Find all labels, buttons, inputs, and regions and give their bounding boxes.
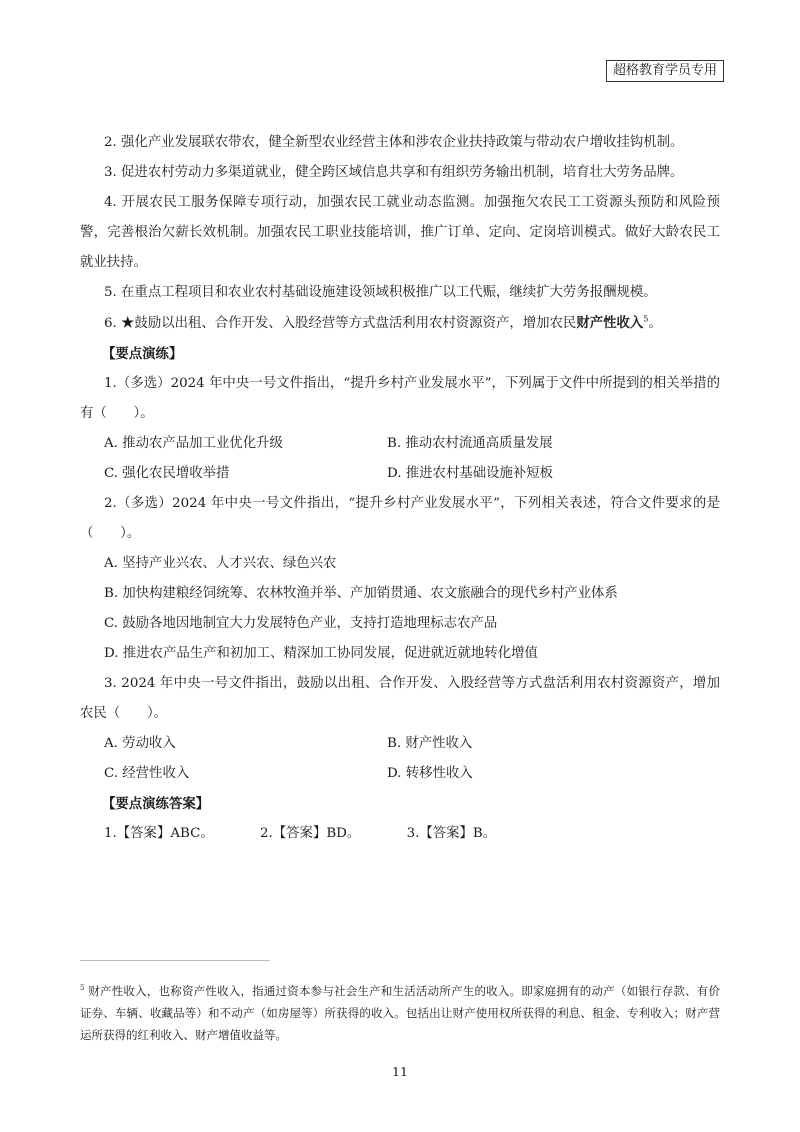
q1-options-row-2	[80, 459, 720, 489]
footnote-mark: 5	[80, 983, 85, 992]
q3-option-c: C. 经营性收入	[104, 766, 190, 781]
list-item: 2. 强化产业发展联农带农，健全新型农业经营主体和涉农企业扶持政策与带动农户增收挂钩机制。	[104, 135, 684, 150]
answer-3: 3.【答案】B。	[406, 826, 497, 841]
item6-prefix: 6. ★鼓励以出租、合作开发、入股经营等方式盘活利用农村资源资产，增加农民	[104, 316, 577, 331]
page-number: 11	[392, 1064, 408, 1079]
q3-option-a: A. 劳动收入	[104, 736, 176, 751]
question-1: 1.（多选）2024 年中央一号文件指出，“提升乡村产业发展水平”，下列属于文件中所提到的相关举措的有（ ）。	[80, 376, 720, 421]
q2-option-c: C. 鼓励各地因地制宜大力发展特色产业，支持打造地理标志农产品	[104, 616, 498, 631]
q3-option-d: D. 转移性收入	[387, 766, 473, 781]
item6-suffix: 。	[648, 316, 662, 331]
list-item-6	[80, 308, 720, 339]
footnote-ref[interactable]: 5	[643, 314, 649, 324]
q1-option-c: C. 强化农民增收举措	[104, 466, 230, 481]
question-2: 2.（多选）2024 年中央一号文件指出，“提升乡村产业发展水平”，下列相关表述，符合文件要求的是（ ）。	[80, 496, 720, 541]
item6-bold: 财产性收入	[576, 315, 644, 331]
q2-option-b: B. 加快构建粮经饲统筹、农林牧渔并举、产加销贯通、农文旅融合的现代乡村产业体系	[104, 586, 618, 601]
q1-options-row-1	[80, 429, 720, 459]
answer-1: 1.【答案】ABC。	[104, 826, 214, 841]
q2-option-d: D. 推进农产品生产和初加工、精深加工协同发展，促进就近就地转化增值	[104, 646, 538, 661]
answer-2: 2.【答案】BD。	[260, 826, 361, 841]
q1-option-a: A. 推动农产品加工业优化升级	[104, 436, 283, 451]
q3-options-row-2	[80, 759, 720, 789]
list-item: 5. 在重点工程项目和农业农村基础设施建设领域积极推广以工代赈，继续扩大劳务报酬规模。	[104, 285, 657, 300]
q2-option-a: A. 坚持产业兴农、人才兴农、绿色兴农	[104, 556, 337, 571]
question-3: 3. 2024 年中央一号文件指出，鼓励以出租、合作开发、入股经营等方式盘活利用农村资源资产，增加农民（ ）。	[80, 676, 720, 721]
q3-options-row-1	[80, 729, 720, 759]
answers-heading: 【要点演练答案】	[102, 796, 210, 812]
practice-heading: 【要点演练】	[102, 346, 183, 362]
main-content	[80, 128, 720, 849]
list-item: 3. 促进农村劳动力多渠道就业，健全跨区域信息共享和有组织劳务输出机制，培育壮大劳务品牌。	[104, 165, 684, 180]
q1-option-b: B. 推动农村流通高质量发展	[387, 436, 553, 451]
footnote-divider	[80, 960, 270, 961]
footnote-text: 财产性收入，也称资产性收入，指通过资本参与社会生产和生活活动所产生的收入。即家庭拥有的动产（如银行存款、有价证券、车辆、收藏品等）和不动产（如房屋等）所获得的收入。包括出让财产使用权所获得的利息、租金、专利收入；财产营运所获得的红利收入、财产增值收益等。	[80, 983, 720, 1042]
list-item: 4. 开展农民工服务保障专项行动，加强农民工就业动态监测。加强拖欠农民工工资源头预防和风险预警，完善根治欠薪长效机制。加强农民工职业技能培训，推广订单、定向、定岗培训模式。做好大龄农民工就业扶持。	[80, 195, 720, 270]
footnote	[80, 980, 720, 1046]
header-tag: 超格教育学员专用	[606, 60, 724, 82]
q1-option-d: D. 推进农村基础设施补短板	[387, 466, 554, 481]
q3-option-b: B. 财产性收入	[387, 736, 473, 751]
answers-row	[80, 819, 720, 849]
